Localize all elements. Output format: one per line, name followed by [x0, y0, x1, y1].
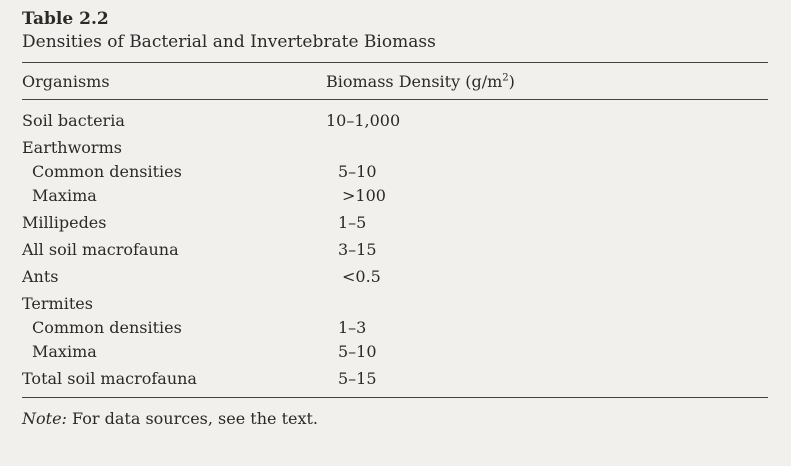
table-row: [22, 160, 768, 184]
row-label: Common densities: [32, 162, 182, 181]
row-value: [326, 136, 768, 160]
row-value: 3–15: [338, 240, 377, 259]
table-row: [22, 265, 768, 289]
row-label: Termites: [22, 294, 93, 313]
row-label: Total soil macrofauna: [22, 369, 197, 388]
table-number: Table 2.2: [22, 9, 109, 29]
table-row: [22, 316, 768, 340]
table-note: [22, 408, 768, 430]
table-row: [22, 184, 768, 208]
row-label: Common densities: [32, 318, 182, 337]
table-row: [22, 238, 768, 262]
column-header-organisms: Organisms: [22, 71, 110, 91]
table-body: [22, 100, 768, 397]
row-value: >100: [342, 186, 386, 205]
row-value: 1–5: [338, 213, 367, 232]
column-header-biomass-density: [326, 72, 768, 91]
row-label: Maxima: [32, 186, 97, 205]
row-label: Earthworms: [22, 138, 122, 157]
table-row: [22, 292, 768, 316]
row-value: 10–1,000: [326, 111, 401, 130]
row-value: <0.5: [342, 267, 381, 286]
table-row: [22, 367, 768, 391]
row-value: 5–10: [338, 162, 377, 181]
bottom-rule: [22, 397, 768, 398]
row-label: All soil macrofauna: [22, 240, 179, 259]
table-container: [22, 8, 768, 430]
header-density-superscript: 2: [502, 72, 509, 84]
table-title: Densities of Bacterial and Invertebrate Biomass: [22, 32, 436, 52]
row-value: 1–3: [338, 318, 367, 337]
header-density-suffix: ): [508, 71, 515, 91]
table-row: [22, 340, 768, 364]
note-label: Note:: [22, 409, 67, 428]
row-value: [326, 292, 768, 316]
note-text: For data sources, see the text.: [66, 409, 319, 428]
row-label: Ants: [22, 267, 59, 286]
row-value: 5–15: [338, 369, 377, 388]
row-label: Millipedes: [22, 213, 107, 232]
header-density-prefix: Biomass Density (g/m: [326, 71, 503, 91]
row-label: Soil bacteria: [22, 111, 125, 130]
table-row: [22, 136, 768, 160]
row-value: 5–10: [338, 342, 377, 361]
table-row: [22, 109, 768, 133]
column-header-row: [22, 63, 768, 99]
row-label: Maxima: [32, 342, 97, 361]
table-row: [22, 211, 768, 235]
